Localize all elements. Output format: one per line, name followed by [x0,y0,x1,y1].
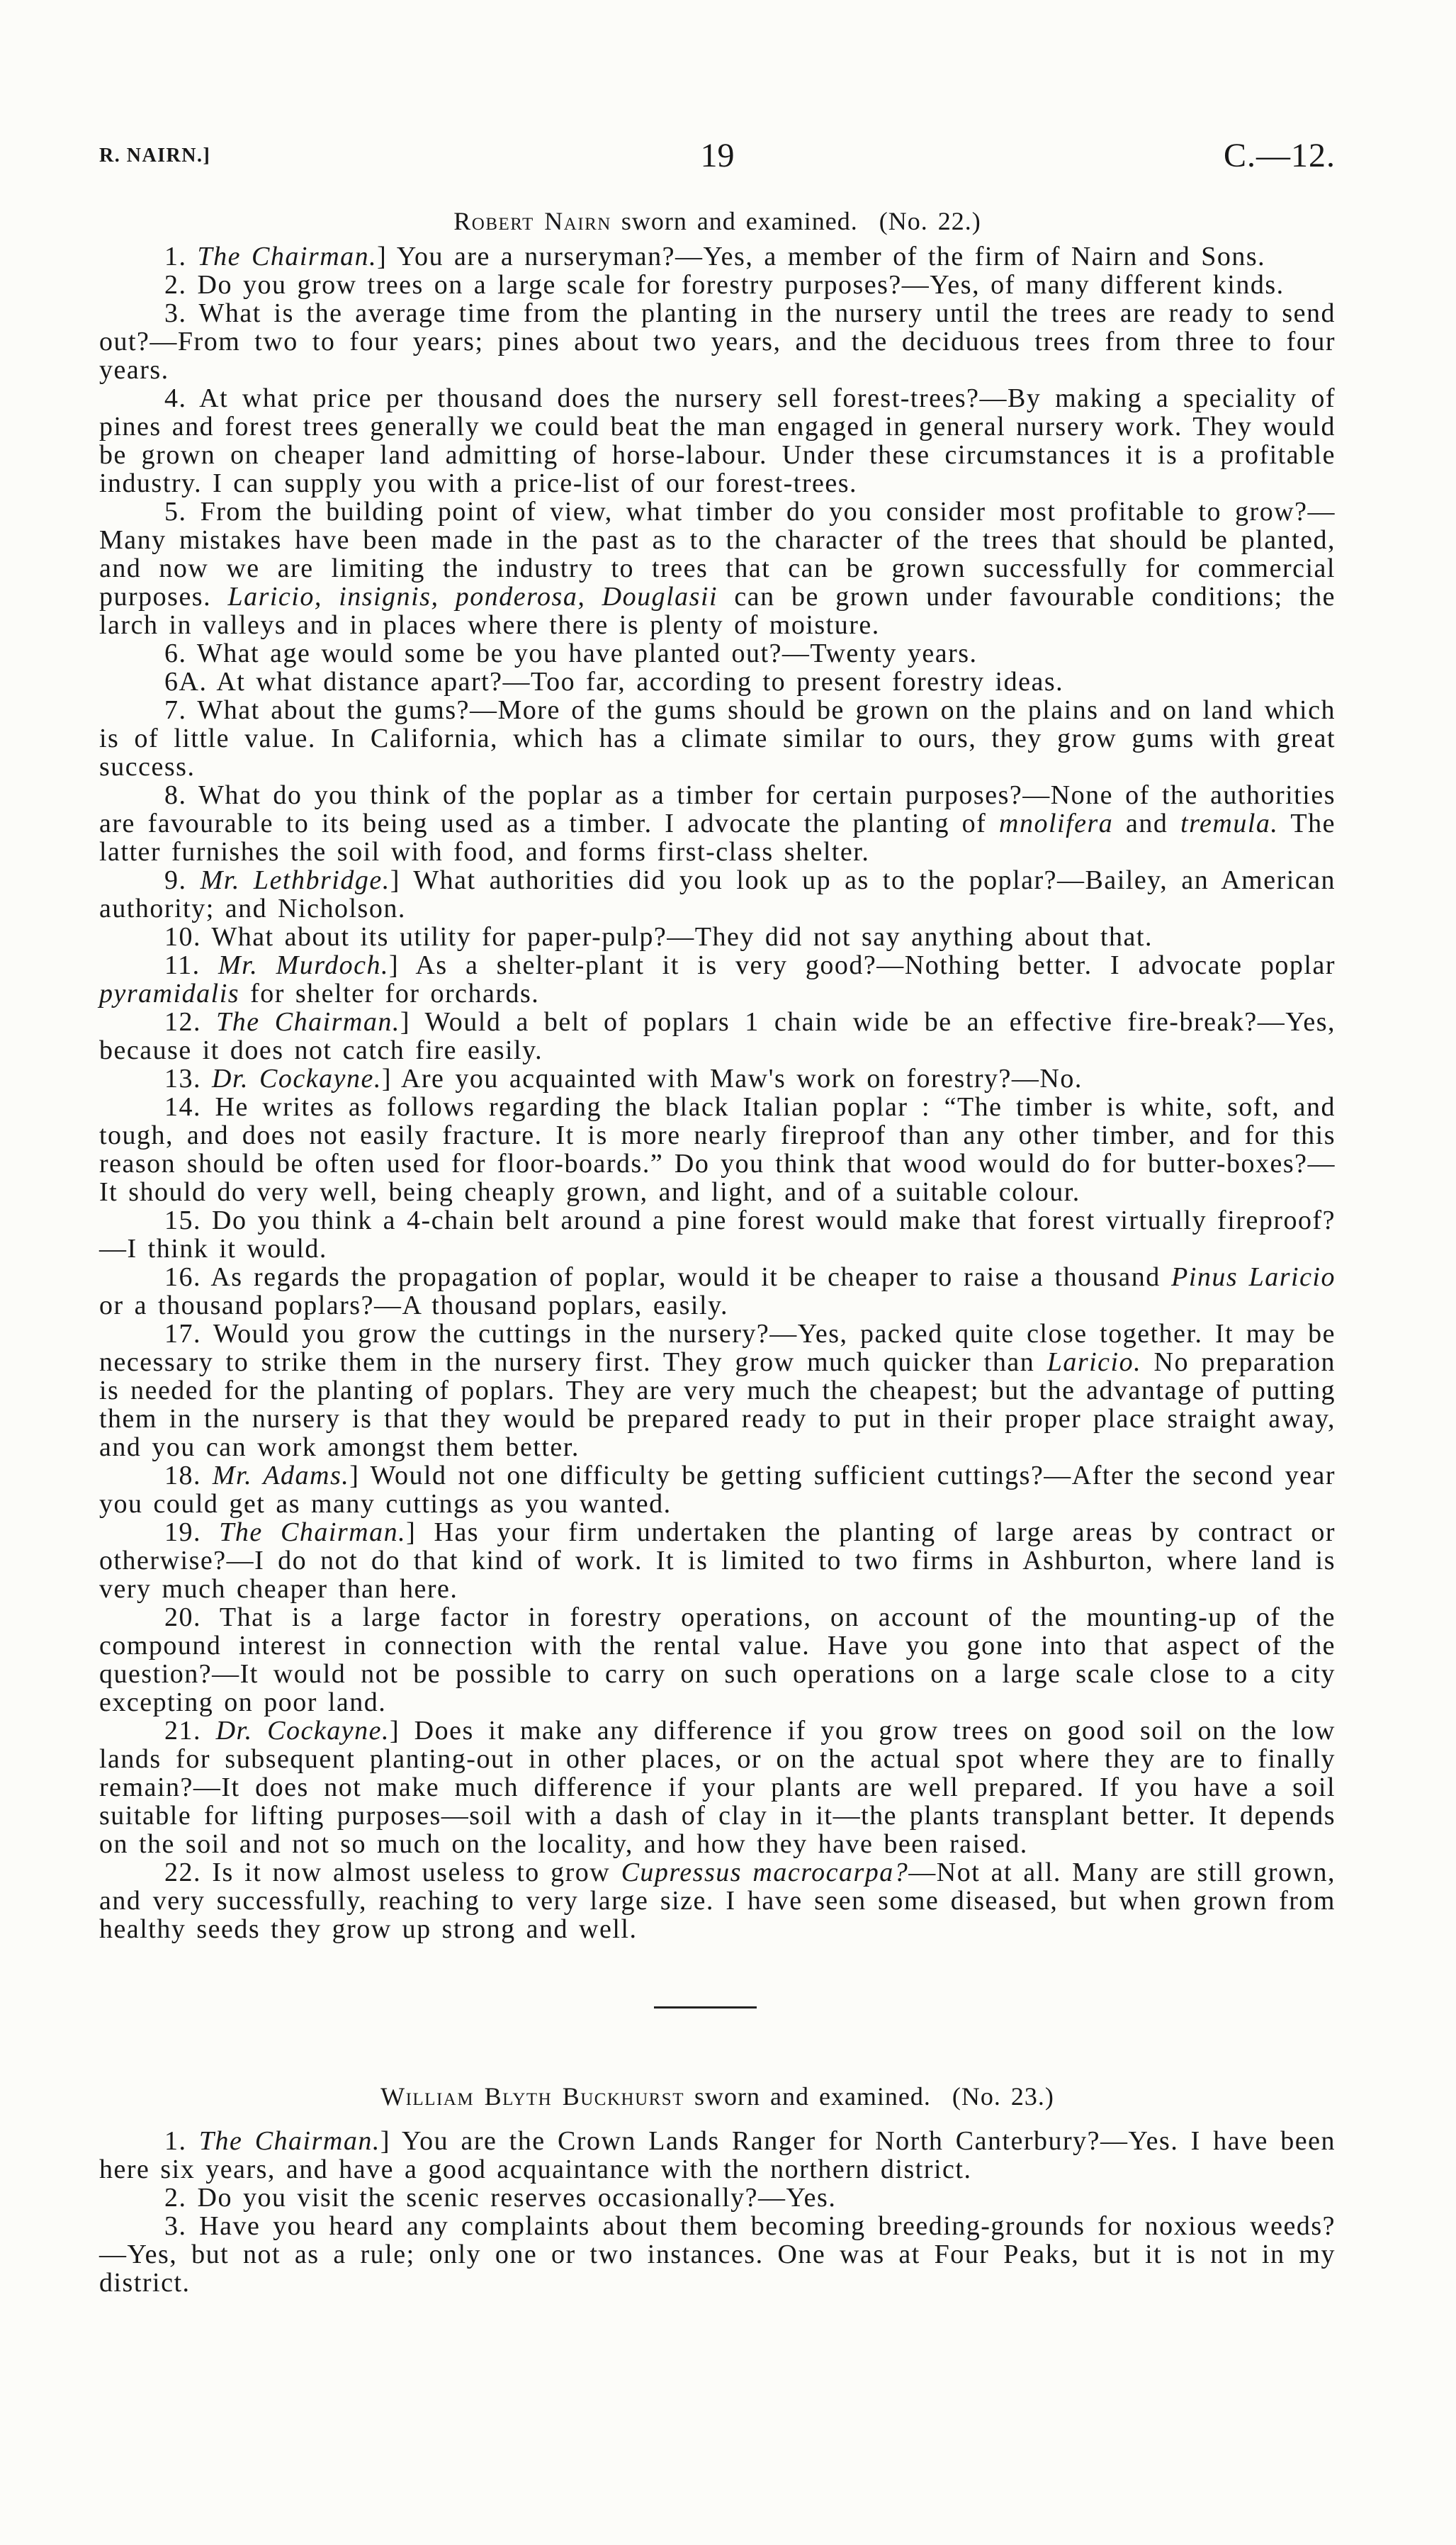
question-number: 3. [164,298,187,328]
paragraph-text: —Not at all. Many are still grown, and very successfully, reaching to very large size. I have seen some diseased, but when grown from healthy seeds they grow up strong and well. [99,1858,1336,1944]
paragraph-text: Have you heard any complaints about them becoming breeding-grounds for noxious weeds?—Yes, but not as a rule; only one or two instances. One was at Four Peaks, but it is not in my district. [99,2211,1336,2298]
question-number: 19. [164,1517,201,1547]
paragraph-text: What is the average time from the planting in the nursery until the trees are ready to send out?—From two to four years; pines about two years, and the deciduous trees from three to four years. [99,298,1336,385]
paper-reference: C.—12. [1223,137,1336,174]
qa-paragraph [99,2184,1336,2212]
qa-paragraph [99,384,1336,498]
paragraph-text: Is it now almost useless to grow [212,1858,621,1887]
qa-paragraph [99,271,1336,299]
paragraph-text: Do you think a 4-chain belt around a pine forest would make that forest virtually fireproof?—I think it would. [99,1206,1336,1264]
qa-paragraph [99,951,1336,1008]
paragraph-text: ] You are a nurseryman?—Yes, a member of the firm of Nairn and Sons. [377,242,1266,271]
examination-number: (No. 22.) [879,207,981,235]
witness-heading [99,207,1336,235]
speaker-name: Mr. Murdoch. [218,950,389,980]
qa-paragraph [99,1461,1336,1518]
question-number: 1. [164,242,187,271]
paragraph-text: and [1113,809,1181,838]
examination-number: (No. 23.) [952,2082,1054,2111]
speaker-name: The Chairman. [219,1517,407,1547]
qa-paragraph [99,923,1336,951]
paragraph-text: ] Does it make any difference if you grow trees on good soil on the low lands for subsequent planting-out in other places, or on the actual spot where they are to finally remain?—It does not make much difference if your plants are well prepared. If you have a soil suitable for lifting purposes—soil with a dash of clay in it—the plants transplant better. It depends on the soil and not so much on the locality, and how they have been raised. [99,1716,1336,1859]
question-number: 10. [164,922,201,952]
qa-paragraph [99,1064,1336,1093]
running-head [99,136,1336,179]
italic-term: Pinus Laricio [1171,1262,1336,1292]
heading-text: sworn and examined. [611,207,858,235]
page-number: 19 [700,137,735,174]
qa-paragraph [99,781,1336,866]
qa-paragraph [99,1093,1336,1206]
paragraph-text: for shelter for orchards. [239,979,540,1009]
question-number: 9. [164,865,187,895]
question-number: 12. [164,1007,201,1037]
qa-paragraph [99,639,1336,668]
qa-paragraph [99,1603,1336,1717]
speaker-name: Dr. Cockayne. [215,1716,390,1746]
paragraph-text: That is a large factor in forestry operations, on account of the mounting-up of the compound interest in connection with the rental value. Have you gone into that aspect of the question?—It would not be possible to carry on such operations on a large scale close to a city excepting on poor land. [99,1602,1336,1717]
paragraph-text: At what distance apart?—Too far, according to present forestry ideas. [216,667,1064,697]
qa-paragraph [99,1717,1336,1858]
question-number: 1. [164,2126,187,2156]
qa-paragraph [99,2212,1336,2297]
section-divider [654,2006,757,2009]
question-number: 15. [164,1206,201,1235]
speaker-name: The Chairman. [198,2126,380,2156]
question-number: 16. [164,1262,201,1292]
paragraph-text: What about the gums?—More of the gums should be grown on the plains and on land which is of little value. In California, which has a climate similar to ours, they grow gums with great success. [99,695,1336,782]
qa-paragraph [99,242,1336,271]
qa-paragraph [99,1320,1336,1461]
qa-paragraph [99,1518,1336,1603]
qa-paragraph [99,1858,1336,1943]
question-number: 4. [164,383,187,413]
speaker-name: Dr. Cockayne. [212,1064,382,1094]
question-number: 3. [164,2211,187,2241]
qa-paragraph [99,1206,1336,1263]
question-number: 7. [164,695,187,725]
paragraph-text: ] Would not one difficulty be getting sufficient cuttings?—After the second year you could get as many cuttings as you wanted. [99,1461,1336,1519]
witness-heading [99,2082,1336,2111]
qa-paragraph [99,1263,1336,1320]
witness-running-head: R. NAIRN.] [99,145,211,167]
paragraph-text: ] Are you acquainted with Maw's work on forestry?—No. [381,1064,1083,1094]
qa-paragraph [99,299,1336,384]
question-number: 6. [164,639,187,668]
question-number: 2. [164,270,187,300]
paragraph-text: or a thousand poplars?—A thousand poplars, easily. [99,1291,729,1320]
paragraph-text: Would you grow the cuttings in the nursery?—Yes, packed quite close together. It may be necessary to strike them in the nursery first. They grow much quicker than [99,1319,1336,1377]
paragraph-text: From the building point of view, what timber do you consider most profitable to grow?—Many mistakes have been made in the past as to the character of the trees that should be planted, and now we are limiting the industry to trees that can be grown successfully for commercial purposes. [99,497,1336,612]
qa-paragraph [99,866,1336,923]
question-number: 8. [164,780,187,810]
qa-paragraph [99,2127,1336,2184]
paragraph-text: He writes as follows regarding the black Italian poplar : “The timber is white, soft, and tough, and does not easily fracture. It is more nearly fireproof than any other timber, and for this reason should be often used for floor-boards.” Do you think that wood would do for butter-boxes?—It should do very well, being cheaply grown, and light, and of a suitable colour. [99,1092,1336,1207]
paragraph-text: What about its utility for paper-pulp?—They did not say anything about that. [211,922,1153,952]
qa-paragraph [99,498,1336,639]
paragraph-text: The latter furnishes the soil with food, and forms first-class shelter. [99,809,1336,867]
question-number: 5. [164,497,187,527]
question-number: 20. [164,1602,201,1632]
question-number: 14. [164,1092,201,1122]
witness-name: Robert Nairn [453,207,611,235]
paragraph-text: ] What authorities did you look up as to the poplar?—Bailey, an American authority; and Nicholson. [99,865,1336,923]
paragraph-text: At what price per thousand does the nursery sell forest-trees?—By making a speciality of pines and forest trees generally we could beat the man engaged in general nursery work. They would be grown on cheaper land admitting of horse-labour. Under these circumstances it is a profitable industry. I can supply you with a price-list of our forest-trees. [99,383,1336,498]
italic-term: Laricio. [1046,1347,1142,1377]
question-number: 6A. [164,667,208,697]
question-number: 11. [164,950,201,980]
paragraph-text: can be grown under favourable conditions; the larch in valleys and in places where there is plenty of moisture. [99,582,1336,640]
qa-paragraph [99,696,1336,781]
qa-paragraph [99,668,1336,696]
paragraph-text: Do you visit the scenic reserves occasionally?—Yes. [197,2183,837,2213]
question-number: 18. [164,1461,201,1490]
speaker-name: The Chairman. [197,242,378,271]
paragraph-text: No preparation is needed for the planting of poplars. They are very much the cheapest; but the advantage of putting them in the nursery is that they would be prepared ready to put in their proper place straight away, and you can work amongst them better. [99,1347,1336,1462]
italic-term: tremula. [1180,809,1279,838]
paragraph-text: Do you grow trees on a large scale for forestry purposes?—Yes, of many different kinds. [197,270,1285,300]
question-number: 2. [164,2183,187,2213]
question-number: 17. [164,1319,201,1349]
paragraph-text: ] You are the Crown Lands Ranger for North Canterbury?—Yes. I have been here six years, and have a good acquaintance with the northern district. [99,2126,1336,2184]
question-number: 22. [164,1858,201,1887]
paragraph-text: ] As a shelter-plant it is very good?—Nothing better. I advocate poplar [388,950,1336,980]
heading-text: sworn and examined. [684,2082,931,2111]
paragraph-text: What do you think of the poplar as a timber for certain purposes?—None of the authorities are favourable to its being used as a timber. I advocate the planting of [99,780,1336,838]
speaker-name: The Chairman. [216,1007,400,1037]
witness-name: William Blyth Buckhurst [380,2082,684,2111]
examination-body [99,2127,1336,2297]
italic-term: Cupressus macrocarpa? [621,1858,909,1887]
italic-term: mnolifera [999,809,1114,838]
question-number: 21. [164,1716,201,1746]
paragraph-text: ] Has your firm undertaken the planting of large areas by contract or otherwise?—I do not do that kind of work. It is limited to two firms in Ashburton, where land is very much cheaper than here. [99,1517,1336,1604]
paragraph-text: ] Would a belt of poplars 1 chain wide be an effective fire-break?—Yes, because it does not catch fire easily. [99,1007,1336,1065]
italic-term: Laricio, insignis, ponderosa, Douglasii [227,582,718,612]
italic-term: pyramidalis [99,979,240,1009]
speaker-name: Mr. Adams. [212,1461,350,1490]
examination-body [99,242,1336,1943]
paragraph-text: As regards the propagation of poplar, would it be cheaper to raise a thousand [210,1262,1172,1292]
qa-paragraph [99,1008,1336,1064]
question-number: 13. [164,1064,201,1094]
speaker-name: Mr. Lethbridge. [200,865,390,895]
paragraph-text: What age would some be you have planted out?—Twenty years. [196,639,978,668]
